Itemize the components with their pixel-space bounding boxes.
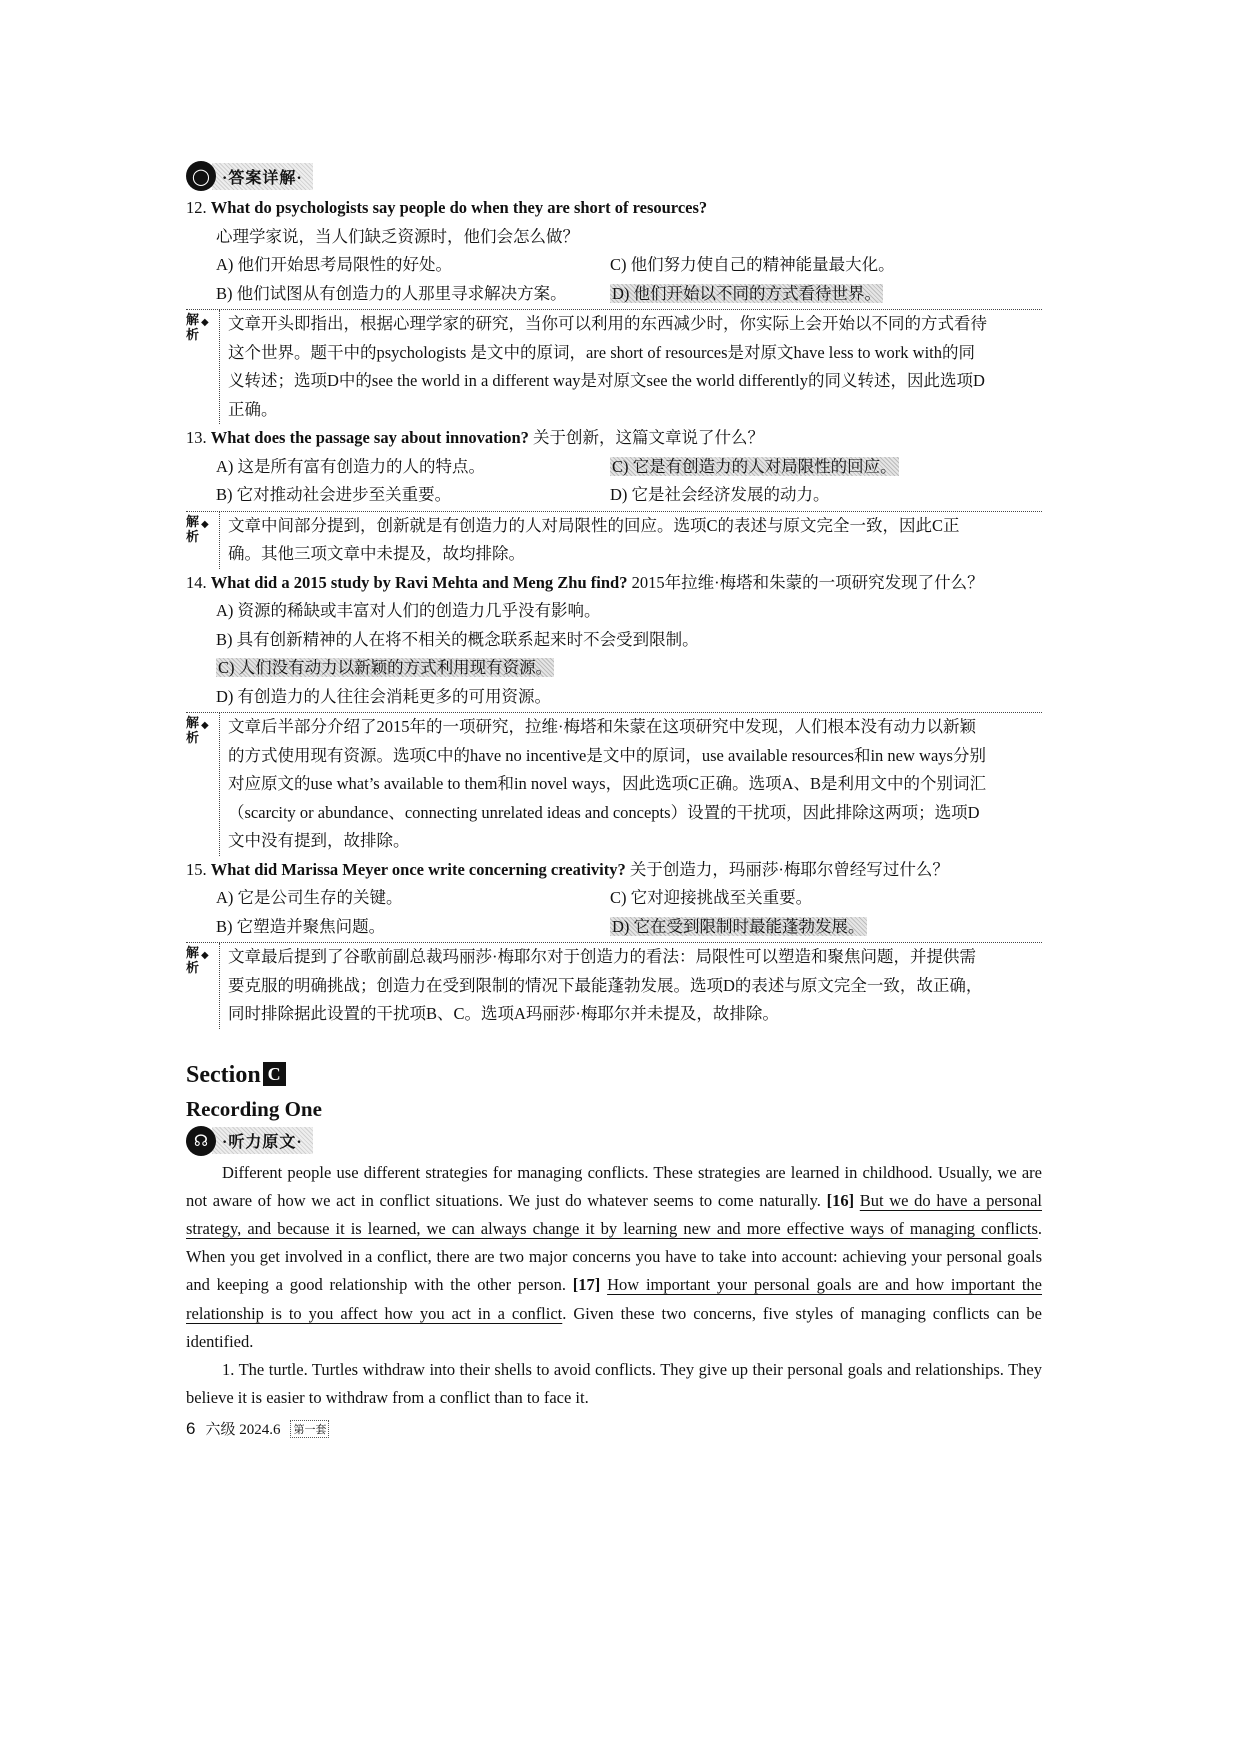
question-marker: [17] [572, 1275, 601, 1295]
transcript-text: Different people use different strategies for managing conflicts. These strategies are learned in childhood. Usually, we are not aware of how we act in conflict situations. We just do whatever seems to come naturally. [186, 1162, 1042, 1210]
page-footer [186, 1418, 329, 1439]
set-label: 第一套 [290, 1420, 329, 1438]
analysis-label-text: 解析 [186, 945, 200, 975]
answer-underline: How important your personal goals are and how important the relationship is to you affect how you act in a conflict [186, 1275, 1042, 1323]
headphones-icon: ☊ [186, 1126, 216, 1156]
question-en: What does the passage say about innovation? [210, 428, 529, 447]
page-number: 6 [186, 1418, 196, 1438]
analysis-line: 正确。 [228, 399, 278, 419]
options-row [186, 654, 1042, 683]
question-12 [186, 194, 1042, 424]
analysis-label: 解析 ◆ [186, 513, 209, 544]
analysis-line: 同时排除据此设置的干扰项B、C。选项A玛丽莎·梅耶尔并未提及，故排除。 [228, 1004, 779, 1023]
option-c: C) 它对迎接挑战至关重要。 [610, 888, 813, 907]
analysis-line: 文章最后提到了谷歌前副总裁玛丽莎·梅耶尔对于创造力的看法：局限性可以塑造和聚焦问题，并提供需 [228, 947, 976, 966]
options-row [186, 481, 1042, 510]
analysis-line: 确。其他三项文章中未提及，故均排除。 [228, 544, 525, 563]
options-row [186, 884, 1042, 913]
analysis-line: 对应原文的use what’s available to them和in novel ways，因此选项C正确。选项A、B是利用文中的个别词汇 [228, 774, 987, 793]
section-title: Section [186, 1061, 261, 1088]
question-zh: 心理学家说，当人们缺乏资源时，他们会怎么做？ [216, 226, 579, 246]
analysis-box [186, 309, 1042, 424]
question-en: What do psychologists say people do when they are short of resources? [210, 198, 708, 217]
analysis-line: 文中没有提到，故排除。 [228, 831, 410, 850]
option-a: A) 资源的稀缺或丰富对人们的创造力几乎没有影响。 [216, 601, 601, 620]
options-row [186, 597, 1042, 626]
transcript-text: . Given these two concerns, five styles of managing conflicts can be identified. [186, 1303, 1042, 1351]
option-c: C) 他们努力使自己的精神能量最大化。 [610, 255, 895, 274]
question-en: What did Marissa Meyer once write concerning creativity? [210, 859, 626, 879]
analysis-box [186, 712, 1042, 856]
option-b: B) 它对推动社会进步至关重要。 [216, 485, 452, 504]
question-number: 12. [186, 198, 207, 217]
transcript-header [186, 1125, 1042, 1157]
answer-explanation-label: ·答案详解· [212, 163, 313, 190]
transcript-paragraph-1 [186, 1159, 1042, 1356]
analysis-label: 解析 ◆ [186, 715, 209, 745]
transcript-label: ·听力原文· [212, 1127, 313, 1154]
question-15 [186, 856, 1042, 1029]
options-row [186, 683, 1042, 712]
question-zh: 关于创造力，玛丽莎·梅耶尔曾经写过什么？ [629, 859, 949, 879]
question-stem [186, 569, 1042, 598]
section-letter: C [263, 1062, 286, 1086]
analysis-label: 解析 ◆ [186, 945, 209, 975]
analysis-line: 要克服的明确挑战；创造力在受到限制的情况下最能蓬勃发展。选项D的表述与原文完全一致，故正确， [228, 975, 983, 995]
options-row [186, 453, 1042, 482]
question-stem [186, 856, 1042, 885]
transcript-text: . When you get involved in a conflict, there are two major concerns you have to take into account: achieving your personal goals and keeping a good relationship with the other person. [186, 1218, 1042, 1295]
lightbulb-icon: ◯ [186, 161, 216, 191]
option-d: D) 有创造力的人往往会消耗更多的可用资源。 [216, 686, 552, 706]
analysis-box [186, 511, 1042, 569]
option-c-correct: C) 人们没有动力以新颖的方式利用现有资源。 [218, 658, 553, 677]
option-b: B) 它塑造并聚焦问题。 [216, 916, 386, 936]
analysis-line: 文章后半部分介绍了2015年的一项研究，拉维·梅塔和朱蒙在这项研究中发现，人们根本没有动力以新颖 [228, 717, 976, 736]
option-c-correct: C) 它是有创造力的人对局限性的回应。 [612, 456, 897, 476]
analysis-line: 文章中间部分提到，创新就是有创造力的人对局限性的回应。选项C的表述与原文完全一致，因此C正 [228, 515, 960, 535]
exam-label: 六级 2024.6 [205, 1422, 281, 1438]
analysis-label-text: 解析 [186, 715, 200, 745]
analysis-line: 这个世界。题干中的psychologists 是文中的原词，are short of resources是对原文have less to work with的同 [228, 342, 976, 362]
options-row [186, 251, 1042, 280]
question-stem [186, 424, 1042, 453]
option-d-correct: D) 它在受到限制时最能蓬勃发展。 [612, 916, 865, 936]
section-heading [186, 1057, 1042, 1093]
question-number: 15. [186, 859, 207, 879]
analysis-box [186, 942, 1042, 1029]
page-content [186, 160, 1042, 1412]
analysis-line: 文章开头即指出，根据心理学家的研究，当你可以利用的东西减少时，你实际上会开始以不同的方式看待 [228, 314, 987, 333]
option-a: A) 他们开始思考局限性的好处。 [216, 255, 453, 274]
question-marker: [16] [826, 1190, 855, 1210]
analysis-line: （scarcity or abundance、connecting unrelated ideas and concepts）设置的干扰项，因此排除这两项；选项D [228, 802, 980, 822]
analysis-label-text: 解析 [186, 513, 200, 544]
option-a: A) 这是所有富有创造力的人的特点。 [216, 456, 486, 476]
option-a: A) 它是公司生存的关键。 [216, 888, 403, 907]
question-stem [186, 194, 1042, 223]
transcript-paragraph-2: 1. The turtle. Turtles withdraw into their shells to avoid conflicts. They give up their personal goals and relationships. They believe it is easier to withdraw from a conflict than to face it. [186, 1359, 1042, 1408]
options-row [186, 280, 1042, 309]
options-row [186, 913, 1042, 942]
option-b: B) 他们试图从有创造力的人那里寻求解决方案。 [216, 283, 567, 303]
question-number: 13. [186, 428, 207, 447]
answer-explanation-header [186, 160, 1042, 192]
question-number: 14. [186, 572, 207, 592]
answer-underline: But we do have a personal strategy, and because it is learned, we can always change it by learning new and more effective ways of managing conflicts [186, 1190, 1043, 1238]
option-d-correct: D) 他们开始以不同的方式看待世界。 [612, 283, 882, 303]
question-zh: 2015年拉维·梅塔和朱蒙的一项研究发现了什么？ [631, 572, 984, 592]
options-row [186, 626, 1042, 655]
analysis-label-text: 解析 [186, 312, 200, 342]
analysis-label: 解析 ◆ [186, 312, 209, 342]
option-d: D) 它是社会经济发展的动力。 [610, 485, 830, 504]
analysis-line: 的方式使用现有资源。选项C中的have no incentive是文中的原词，use available resources和in new ways分别 [228, 745, 986, 765]
recording-title: Recording One [186, 1096, 322, 1121]
option-b: B) 具有创新精神的人在将不相关的概念联系起来时不会受到限制。 [216, 629, 699, 649]
analysis-line: 义转述；选项D中的see the world in a different way是对原文see the world differently的同义转述，因此选项D [228, 371, 985, 390]
question-list [186, 194, 1042, 1029]
question-en: What did a 2015 study by Ravi Mehta and Meng Zhu find? [210, 572, 628, 592]
question-zh: 关于创新，这篇文章说了什么？ [533, 428, 765, 447]
question-14 [186, 569, 1042, 856]
question-13 [186, 424, 1042, 569]
